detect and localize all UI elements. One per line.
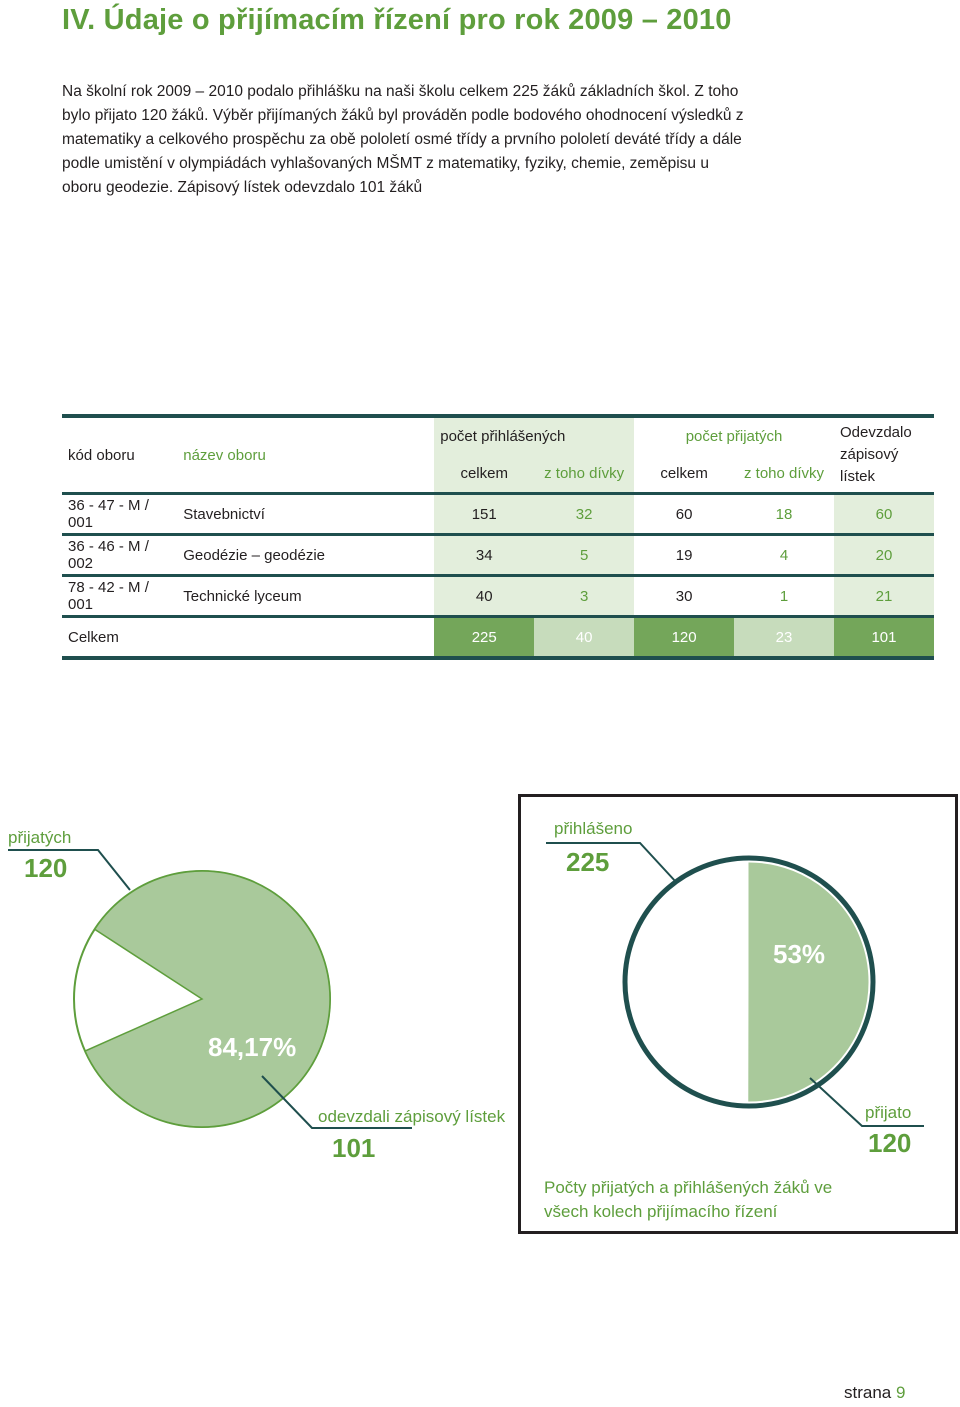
cell-kod: 78 - 42 - M / 001	[62, 576, 177, 617]
cell-prij-celkem: 30	[634, 576, 734, 617]
cell-prihl-celkem: 151	[434, 494, 534, 535]
pie-left	[74, 871, 330, 1127]
subheader-divky: z toho dívky	[534, 454, 634, 494]
label-prihlaseno: přihlášeno	[554, 819, 633, 838]
cell-prihl-divky: 32	[534, 494, 634, 535]
subheader-divky: z toho dívky	[734, 454, 834, 494]
cell-total-label: Celkem	[62, 617, 177, 659]
chart-caption: Počty přijatých a přihlášených žáků ve všech kolech přijímacího řízení	[544, 1178, 833, 1221]
cell-prij-celkem: 60	[634, 494, 734, 535]
subheader-celkem: celkem	[634, 454, 734, 494]
cell-total-prij-celkem: 120	[634, 617, 734, 659]
intro-paragraph: Na školní rok 2009 – 2010 podalo přihlášku na naši školu celkem 225 žáků základních škol. Z toho bylo přijato 120 žáků. Výběr přijímaných žáků byl prováděn podle bodového ohodnocení výsledků z matematiky a celkového prospěchu za obě pololetí osmé třídy a prvního pololetí deváté třídy a dále podle umistění v olympiádách vyhlašovaných MŠMT z matematiky, fyziky, chemie, zeměpisu u oboru geodezie. Zápisový lístek odevzdalo 101 žáků	[62, 83, 744, 196]
header-zapisovy: Odevzdalo zápisový lístek	[834, 416, 934, 494]
cell-prij-divky: 1	[734, 576, 834, 617]
cell-total-zapis: 101	[834, 617, 934, 659]
header-prihlasenych: počet přihlášených	[434, 416, 634, 454]
header-prijatych: počet přijatých	[634, 416, 834, 454]
cell-total-prij-divky: 23	[734, 617, 834, 659]
percent-left: 84,17%	[208, 1032, 297, 1062]
label-odevzdali: odevzdali zápisový lístek	[318, 1107, 506, 1126]
cell-prihl-divky: 5	[534, 535, 634, 576]
subheader-celkem: celkem	[434, 454, 534, 494]
cell-zapis: 60	[834, 494, 934, 535]
percent-right: 53%	[773, 939, 826, 969]
cell-prihl-divky: 3	[534, 576, 634, 617]
label-prijatych: přijatých	[8, 828, 72, 847]
cell-prij-divky: 18	[734, 494, 834, 535]
value-prihlaseno: 225	[566, 847, 610, 877]
cell-prij-divky: 4	[734, 535, 834, 576]
cell-total-prihl-celkem: 225	[434, 617, 534, 659]
cell-prihl-celkem: 34	[434, 535, 534, 576]
value-odevzdali: 101	[332, 1133, 376, 1163]
label-prijato: přijato	[865, 1103, 912, 1122]
cell-zapis: 21	[834, 576, 934, 617]
cell-zapis: 20	[834, 535, 934, 576]
cell-nazev: Stavebnictví	[177, 494, 434, 535]
cell-kod: 36 - 47 - M / 001	[62, 494, 177, 535]
page-number-value: 9	[895, 1383, 906, 1402]
cell-kod: 36 - 46 - M / 002	[62, 535, 177, 576]
cell-prihl-celkem: 40	[434, 576, 534, 617]
pie-left-slice	[85, 871, 330, 1127]
header-nazev: název oboru	[177, 416, 434, 494]
cell-nazev: Geodézie – geodézie	[177, 535, 434, 576]
value-prijato: 120	[868, 1128, 912, 1158]
value-prijatych: 120	[24, 853, 68, 883]
cell-total-prihl-divky: 40	[534, 617, 634, 659]
page-label: strana	[844, 1383, 892, 1402]
page-title: IV. Údaje o přijímacím řízení pro rok 2009 – 2010	[62, 4, 732, 36]
page-number	[844, 1383, 905, 1403]
cell-prij-celkem: 19	[634, 535, 734, 576]
cell-nazev: Technické lyceum	[177, 576, 434, 617]
header-kod: kód oboru	[62, 416, 177, 494]
